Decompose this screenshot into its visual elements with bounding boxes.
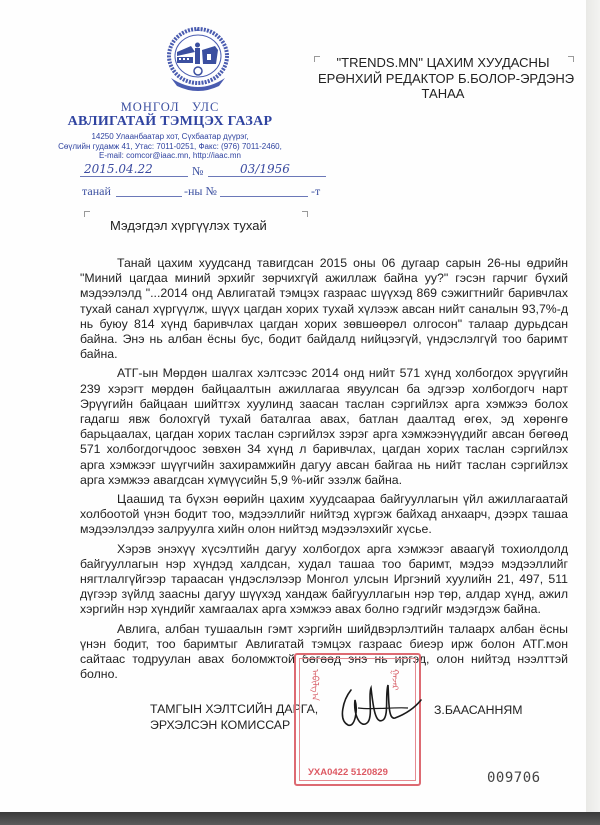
addressee-line-2: ЕРӨНХИЙ РЕДАКТОР Б.БОЛОР-ЭРДЭНЭ: [318, 70, 575, 86]
address-line-1: 14250 Улаанбаатар хот, Сүхбаатар дүүрэг,: [91, 132, 249, 141]
date-underline: [80, 176, 188, 177]
stamp-mongolian-script: ᠭᠠᠵᠠᠷ: [390, 669, 400, 691]
signatory-title: [150, 702, 318, 733]
number-label: №: [192, 164, 204, 178]
letterhead-country: МОНГОЛ УЛС: [120, 100, 220, 114]
your-ref-number-label: -ны №: [184, 184, 217, 198]
body-paragraph: Цаашид та бүхэн өөрийн цахим хуудсаараа байгууллагын үйл ажиллагаатай холбоотой үнэн бодит тоо, мэдээллийг нийтэд хүргэж байхад анхаарч, дээрх ташаа мэдээлэлдээ залруулга хийн олон нийтэд мэдээлэхийг хүсье.: [80, 492, 568, 537]
body-paragraph: АТГ-ын Мөрдөн шалгах хэлтсээс 2014 онд нийт 571 хүнд холбогдох эрүүгийн 239 хэрэгт мөрдөн байцаалтын ажиллагаа явуулсан ба эдгээр холбогдогч нарт Эрүүгийн байцаан шийтгэх хуулинд заасан таслан сэргийлэх арга хэмжээ болох гадагш явж болохгүй тухай баталгаа авах, батлан даалтад өгөх, эд хөрөнгө барьцаалах, цагдан хорих таслан сэргийлэх зэрэг арга хэмжээнүүдийг авсан бөгөөд 571 холбогдогчдоос зөвхөн 34 хүнд л баривчлах, цагдан хорих таслан сэргийлэх арга хэмжээг шүүгчийн захирамжийн дагуу авсан байгаа нь нийт таслан сэргийлэх арга хэмжээ авагдсан хүмүүсийн 5,9 %-ийг эзэлж байна.: [80, 366, 568, 487]
stamp-code: УХА0422 5120829: [308, 767, 388, 778]
signatory-title-line-1: ТАМГЫН ХЭЛТСИЙН ДАРГА,: [150, 702, 319, 716]
letter-number: 03/1956: [240, 162, 290, 176]
addressee-line-3: ТАНАА: [421, 86, 465, 102]
address-line-3: E-mail: comcor@iaac.mn, http://iaac.mn: [99, 151, 241, 160]
subject-corner-mark: [84, 211, 90, 217]
handwritten-signature: [333, 680, 423, 740]
letter-date: 2015.04.22: [84, 162, 153, 176]
state-emblem-icon: [163, 26, 233, 92]
letterhead-address: [40, 132, 300, 161]
signatory-name: З.БААСАННЯМ: [434, 703, 523, 717]
your-ref-number-underline: [220, 196, 308, 197]
document-serial-number: 009706: [487, 770, 541, 786]
stamp-mongolian-script: ᠠᠪᠢᠯᠭ᠎ᠠ: [310, 669, 320, 701]
your-ref-date-underline: [116, 196, 182, 197]
addressee-line-1: "TRENDS.MN" ЦАХИМ ХУУДАСНЫ: [336, 55, 550, 70]
letter-subject: Мэдэгдэл хүргүүлэх тухай: [110, 218, 267, 233]
signatory-title-line-2: ЭРХЭЛСЭН КОМИССАР: [150, 717, 291, 732]
addressee-block: [318, 55, 575, 102]
body-paragraph: Авлига, албан тушаалын гэмт хэргийн шийдвэрлэлтийн талаарх албан ёсны үнэн бодит, тоо баримтыг Авлигатай тэмцэх газраас биеэр ирж болон АТГ.мон сайтаас тодруулан авах боломжтой бөгөөд энэ нь иргэд, олон нийтэд нээлттэй болно.: [80, 621, 568, 682]
your-ref-suffix: -т: [311, 184, 321, 198]
your-ref-label: танай: [82, 184, 111, 198]
address-line-2: Сөүлийн гудамж 41, Утас: 7011-0251, Факс: (976) 7011-2460,: [58, 141, 282, 151]
body-paragraph: Танай цахим хуудсанд тавигдсан 2015 оны 06 дугаар сарын 26-ны өдрийн "Миний цагдаа миний эрхийг зөрчихгүй ажиллаж байна уу?" гэсэн гарчиг бүхий мэдээлэлд "...2014 онд Авлигатай тэмцэх газраас шүүхэд 869 сэжигтнийг баривчлах тухай санал хүргүүлж, шүүх цагдан хорих тухай хүлээж авсан нийт саналын 93,7%-д нь буюу 814 хүнд баривчлах цагдан хорих зөвшөөрөл олгосон" талаар дурьдсан байна. Энэ нь албан ёсны бус, бодит байдалд нийцээгүй, үндэслэлгүй тоо баримт байна.: [80, 256, 568, 362]
scan-edge-bottom: [0, 812, 600, 825]
letter-body: [80, 256, 568, 682]
scan-edge-right: [586, 0, 600, 812]
letterhead-organization: АВЛИГАТАЙ ТЭМЦЭХ ГАЗАР: [67, 114, 273, 129]
subject-corner-mark: [302, 211, 308, 217]
body-paragraph: Хэрэв энэхүү хүсэлтийн дагуу холбогдох арга хэмжээг аваагүй тохиолдолд байгууллагын нэр хүндэд халдсан, худал ташаа тоо баримт, мэдээ мэдээллийг нягтлалгүйгээр тараасан үндэслэлээр Монгол улсын Иргэний хуулийн 21, 497, 511 дүгээр зүйлд заасны дагуу шүүхэд хандаж байгууллагын нэр төр, алдар хүнд, ажил хэргийн нэр хүндийг хамгаалах арга хэмжээ авах болно гэдгийг мэдэгдэж байна.: [80, 541, 568, 617]
addressee-corner-mark: [568, 56, 574, 62]
number-underline: [208, 176, 326, 177]
